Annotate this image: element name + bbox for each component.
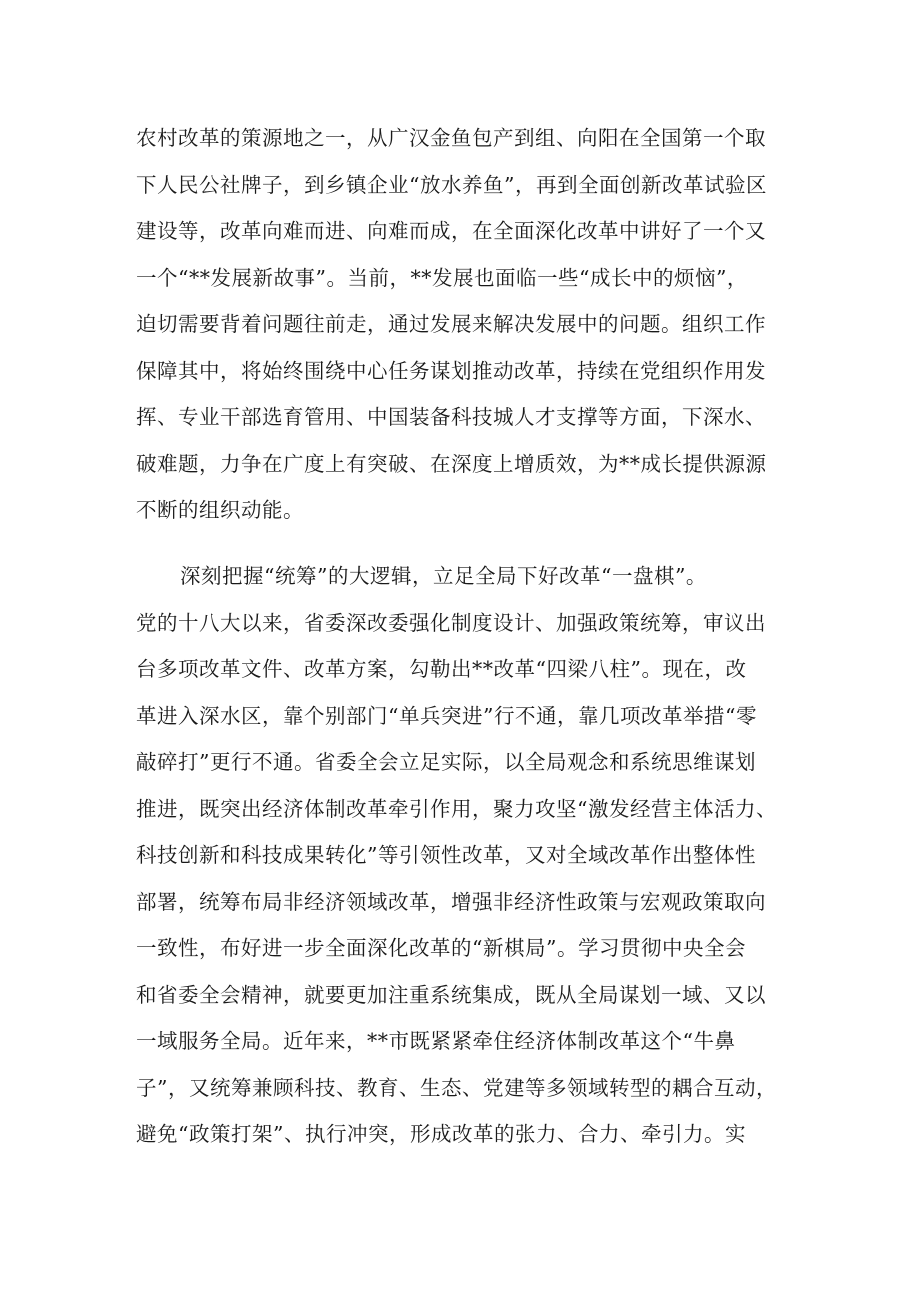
text-line: 科技创新和科技成果转化”等引领性改革，又对全域改革作出整体性	[136, 843, 756, 867]
text-line: 农村改革的策源地之一，从广汉金鱼包产到组、向阳在全国第一个取	[136, 126, 766, 150]
paragraph-rural-reform	[136, 115, 796, 534]
text-line: 破难题，力争在广度上有突破、在深度上增质效，为**成长提供源源	[136, 451, 767, 476]
text-line: 挥、专业干部选育管用、中国装备科技城人才支撑等方面，下深水、	[136, 405, 766, 429]
text-line: 不断的组织动能。	[136, 498, 304, 522]
text-line: 部署，统筹布局非经济领域改革，增强非经济性政策与宏观政策取向	[136, 889, 766, 914]
text-line: 子”，又统筹兼顾科技、教育、生态、党建等多领域转型的耦合互动，	[136, 1075, 777, 1100]
text-line: 台多项改革文件、改革方案，勾勒出**改革“四梁八柱”。现在，改	[136, 657, 747, 681]
text-line: 推进，既突出经济体制改革牵引作用，聚力攻坚“激发经营主体活力、	[136, 796, 777, 821]
text-line: 党的十八大以来，省委深改委强化制度设计、加强政策统筹，审议出	[136, 610, 766, 635]
text-line: 敲碎打”更行不通。省委全会立足实际，以全局观念和系统思维谋划	[136, 750, 756, 774]
text-line: 革进入深水区，靠个别部门“单兵突进”行不通，靠几项改革举措“零	[136, 703, 757, 728]
text-line: 一域服务全局。近年来，**市既紧紧牵住经济体制改革这个“牛鼻	[136, 1029, 736, 1053]
text-line: 一个“**发展新故事”。当前，**发展也面临一些“成长中的烦恼”，	[136, 265, 748, 290]
paragraph-lead-line: 深刻把握“统筹”的大逻辑，立足全局下好改革“一盘棋”。	[180, 564, 707, 588]
text-line: 和省委全会精神，就要更加注重系统集成，既从全局谋划一域、又以	[136, 982, 766, 1007]
text-line: 一致性，布好进一步全面深化改革的“新棋局”。学习贯彻中央全会	[136, 936, 746, 960]
text-line: 保障其中，将始终围绕中心任务谋划推动改革，持续在党组织作用发	[136, 358, 766, 383]
text-line: 建设等，改革向难而进、向难而成，在全面深化改革中讲好了一个又	[136, 219, 766, 243]
text-line: 避免“政策打架”、执行冲突，形成改革的张力、合力、牵引力。实	[136, 1122, 746, 1146]
text-line: 下人民公社牌子，到乡镇企业“放水养鱼”，再到全面创新改革试验区	[136, 172, 767, 197]
paragraph-overall-planning	[136, 553, 796, 1158]
text-line: 迫切需要背着问题往前走，通过发展来解决发展中的问题。组织工作	[136, 312, 766, 336]
